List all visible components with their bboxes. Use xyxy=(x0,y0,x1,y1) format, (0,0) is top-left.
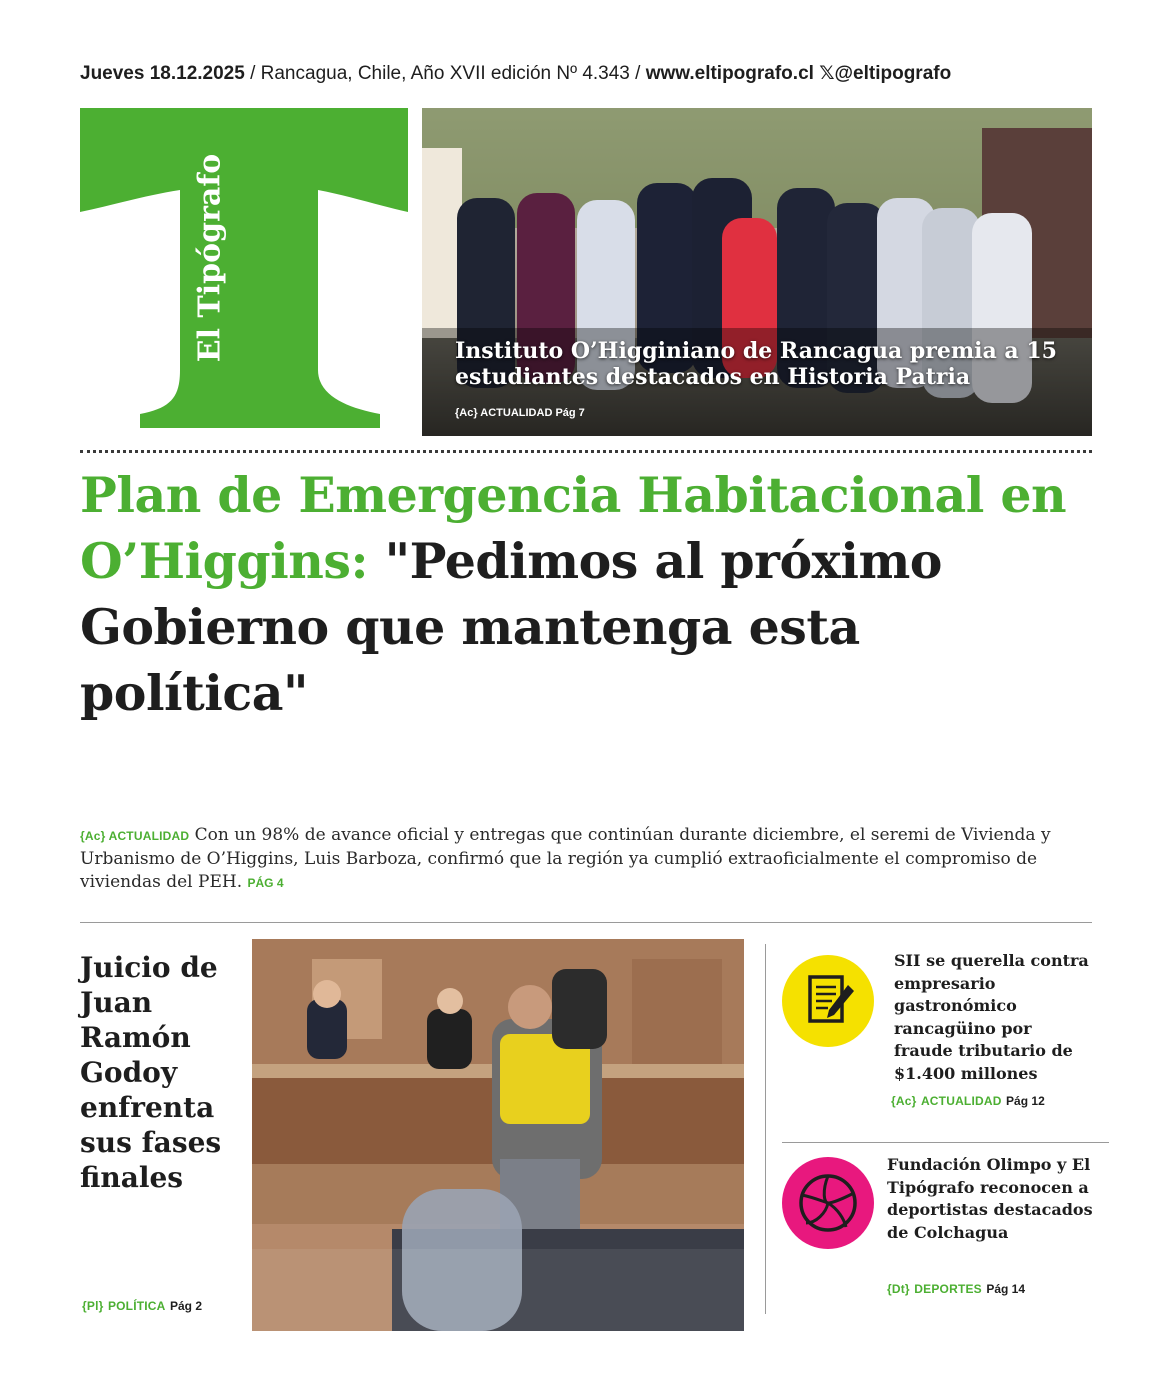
page-ref: Pág 12 xyxy=(1006,1094,1045,1108)
section-name: ACTUALIDAD xyxy=(920,1094,1002,1108)
sii-headline[interactable]: SII se querella contra empresario gastronómico rancagüino por fraude tributario de $1.400 millones xyxy=(894,951,1089,1083)
main-headline[interactable] xyxy=(80,462,1090,726)
x-handle[interactable]: @eltipografo xyxy=(834,63,952,84)
page-ref: Pág 7 xyxy=(555,407,585,419)
sii-section-tag xyxy=(891,1092,1045,1110)
headline-green-part: Plan de Emergencia Habitacional en O’Higgins: xyxy=(80,466,1067,590)
edition-date: Jueves 18.12.2025 xyxy=(80,63,245,84)
section-name: ACTUALIDAD xyxy=(480,407,553,419)
section-code: {Ac} xyxy=(455,407,478,419)
section-name: DEPORTES xyxy=(914,1282,982,1296)
volleyball-icon xyxy=(782,1157,874,1249)
headline-black-part: "Pedimos al próximo Gobierno que mantenga esta política" xyxy=(80,532,942,722)
section-code: {Ac} xyxy=(891,1094,917,1108)
courtroom-photo[interactable] xyxy=(252,939,744,1331)
logo-name: El Tipógrafo xyxy=(192,153,228,363)
juicio-headline[interactable]: Juicio de Juan Ramón Godoy enfrenta sus fases finales xyxy=(80,951,222,1194)
section-name: POLÍTICA xyxy=(107,1299,166,1313)
section-code: {Ac} xyxy=(80,829,106,843)
website-link[interactable]: www.eltipografo.cl xyxy=(645,63,814,84)
edition-place-number: / Rancagua, Chile, Año XVII edición Nº 4.343 / xyxy=(244,63,646,84)
page-ref[interactable]: PÁG 4 xyxy=(247,876,284,890)
page-ref: Pág 2 xyxy=(170,1299,203,1313)
vertical-divider xyxy=(765,944,766,1314)
section-code: {Dt} xyxy=(887,1282,910,1296)
main-story-lead xyxy=(80,824,1080,895)
x-logo-icon: 𝕏 xyxy=(813,63,835,84)
olimpo-headline[interactable]: Fundación Olimpo y El Tipógrafo reconocen a deportistas destacados de Colchagua xyxy=(887,1155,1093,1242)
horizontal-divider xyxy=(782,1142,1109,1143)
juicio-section-tag xyxy=(82,1297,202,1315)
edition-info-line xyxy=(80,62,951,85)
logo-t-shape xyxy=(80,108,408,428)
masthead-logo[interactable] xyxy=(80,108,408,428)
top-story-section-tag xyxy=(455,407,585,419)
horizontal-divider xyxy=(80,922,1092,923)
courtroom-image xyxy=(252,939,744,1331)
document-pen-icon xyxy=(782,955,874,1047)
dotted-divider xyxy=(80,450,1092,453)
top-story-headline[interactable]: Instituto O’Higginiano de Rancagua premia a 15 estudiantes destacados en Historia Patria xyxy=(455,338,1057,390)
section-name: ACTUALIDAD xyxy=(108,829,190,843)
lead-text: Con un 98% de avance oficial y entregas que continúan durante diciembre, el seremi de Vivienda y Urbanismo de O’Higgins, Luis Barboza, confirmó que la región ya cumplió extraoficialmente el compromiso de viviendas del PEH. xyxy=(80,825,1051,892)
olimpo-section-tag xyxy=(887,1280,1025,1298)
section-code: {Pl} xyxy=(82,1299,104,1313)
page-ref: Pág 14 xyxy=(986,1282,1026,1296)
